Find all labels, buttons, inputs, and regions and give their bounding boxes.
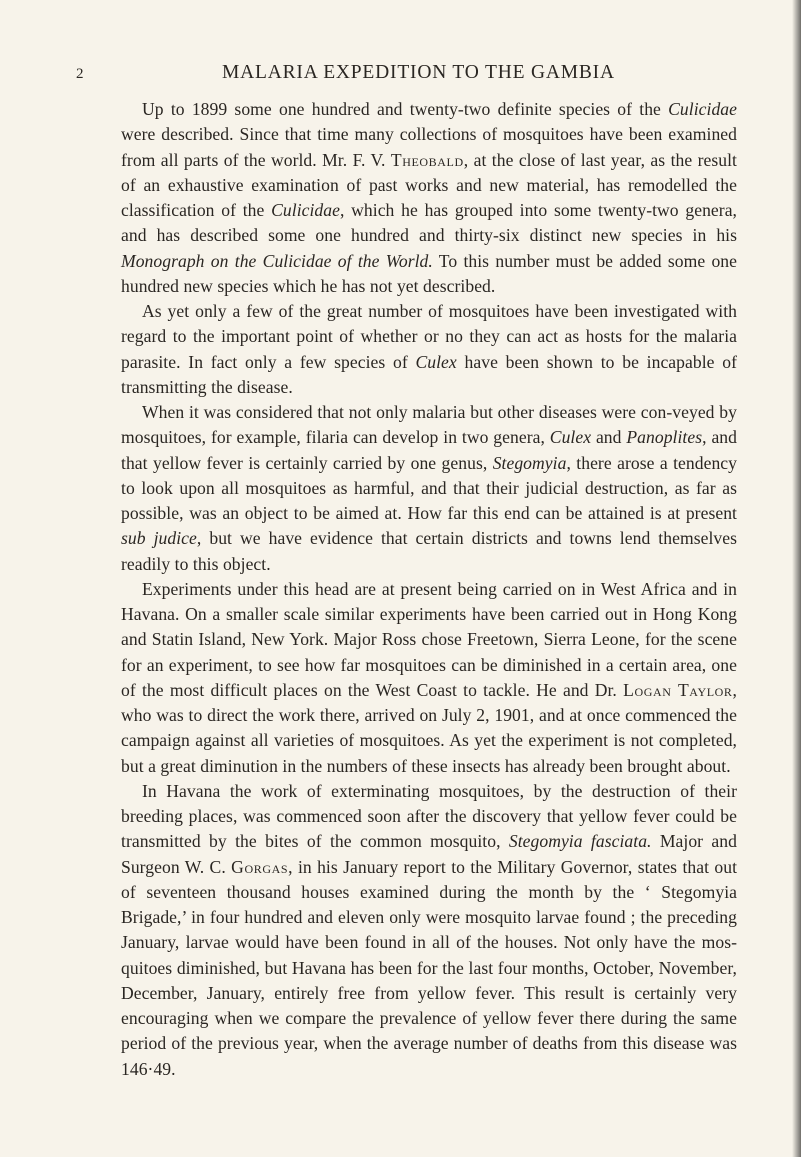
page-number: 2 [76, 66, 85, 82]
author-name: Theobald [390, 149, 464, 170]
italic-term: sub judice [121, 528, 197, 549]
text-run: were described. Since that time many collections of mosquitoes have been examined from all parts of the world. Mr. F. V. [121, 124, 737, 170]
text-run: Up to 1899 some one hundred and twenty-two definite species of the [142, 99, 669, 119]
text-run: As yet only a few of the great number of mosquitoes have been investigated with regard to the important point of whether or no they can act as hosts for the malaria parasite. In fact only a few species of [121, 301, 737, 372]
body-text [121, 97, 737, 1082]
paragraph-1 [121, 97, 737, 299]
person-name: Logan Taylor [623, 679, 733, 700]
italic-term: Culicidae [271, 200, 340, 220]
text-run: , there arose a tendency to look upon all mosquitoes as harmful, and that their judicial destruction, as far as possible, was an object to be aimed at. How far this end can be attained is at present [121, 452, 737, 523]
text-run: , which he has grouped into some twenty-two genera, and has described some one hundred and thirty-six distinct new species in his [121, 200, 737, 246]
paragraph-4 [121, 577, 737, 779]
italic-term: Culex [415, 351, 457, 372]
paragraph-2 [121, 299, 737, 400]
text-run: When it was considered that not only malaria but other diseases were con-veyed by mosquitoes, for example, filaria can develop in two genera, [121, 402, 737, 448]
text-run: have been shown to be incapable of transmitting the disease. [121, 351, 737, 397]
page-edge-shadow [792, 0, 801, 1157]
text-run: , but we have evidence that certain districts and towns lend themselves readily to this object. [121, 528, 737, 574]
text-run: , at the close of last year, as the result of an exhaustive examination of past works and new material, has remodelled the classification of the [121, 149, 737, 220]
italic-term: Stegomyia fasciata. [508, 831, 652, 852]
text-run: , in his January report to the Military Governor, states that out of seventeen thousand houses examined during the month by the ‘ Stegomyia Brigade,’ in four hundred and eleven only were mosquito larvae found ; the preceding January, larvae would have been found in all of the houses. Not only have the mos-quitoes diminished, but Havana has been for the last four months, October, November, December, January, entirely free from yellow fever. This result is certainly very encouraging when we compare the prevalence of yellow fever there during the same period of the previous year, when the average number of deaths from this disease was 146·49. [121, 856, 738, 1079]
running-title: MALARIA EXPEDITION TO THE GAMBIA [222, 62, 615, 83]
text-run: and [591, 427, 627, 448]
paragraph-3 [121, 400, 737, 577]
italic-term: Panoplites [626, 427, 703, 448]
paragraph-5 [121, 779, 737, 1082]
text-run: In Havana the work of exterminating mosquitoes, by the destruction of their breeding places, was commenced soon after the discovery that yellow fever could be transmitted by the bites of the common mosquito, [121, 780, 737, 852]
italic-term: Culex [549, 427, 592, 448]
text-run: , who was to direct the work there, arrived on July 2, 1901, and at once commenced the campaign against all varieties of mosquitoes. As yet the experiment is not completed, but a great diminution in the numbers of these insects has already been brought about. [121, 679, 737, 776]
text-run: Major and Surgeon W. C. [121, 831, 737, 877]
book-title: Monograph on the Culicidae of the World. [121, 250, 433, 271]
page-header [76, 62, 736, 86]
italic-term: Culicidae [668, 99, 737, 119]
italic-term: Stegomyia [492, 452, 567, 473]
person-name: Gorgas [231, 856, 289, 877]
text-run: To this number must be added some one hundred new species which he has not yet described. [121, 250, 737, 296]
text-run: Experiments under this head are at present being carried on in West Africa and in Havana. On a smaller scale similar experiments have been carried out in Hong Kong and Statin Island, New York. Major Ross chose Freetown, Sierra Leone, for the scene for an experiment, to see how far mosquitoes can be diminished in a certain area, one of the most difficult places on the West Coast to tackle. He and Dr. [121, 578, 737, 700]
text-run: , and that yellow fever is certainly carried by one genus, [121, 427, 738, 473]
